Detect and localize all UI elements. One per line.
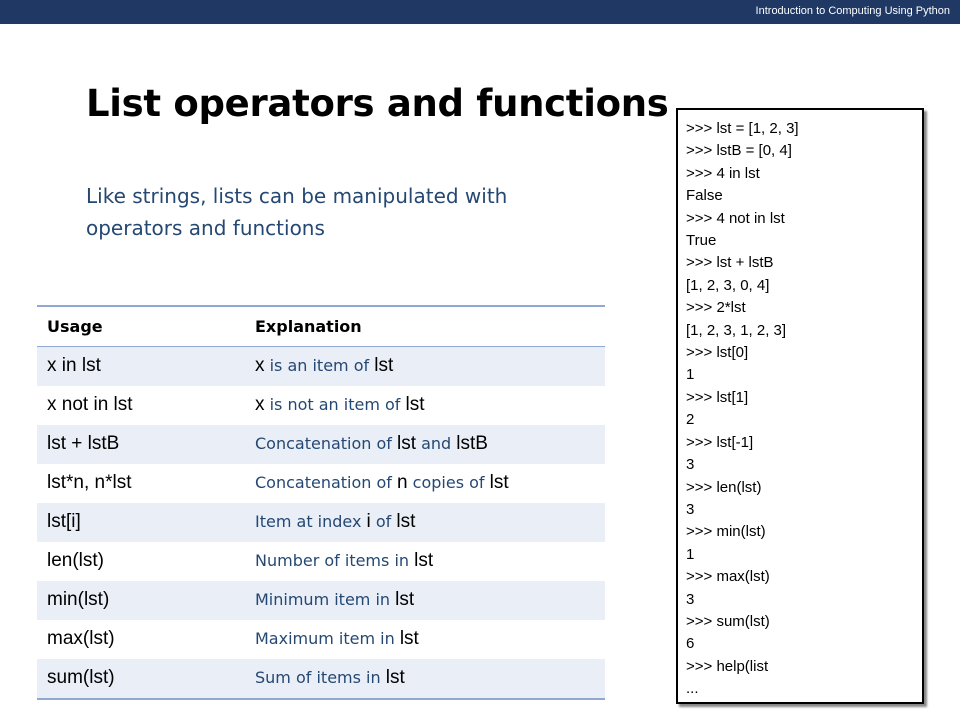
table-row: [37, 347, 605, 386]
shell-command-line: >>> help(list: [686, 657, 769, 675]
shell-output-line: 3: [686, 590, 695, 608]
shell-command-line: >>> lst[1]: [686, 388, 749, 406]
course-title: Introduction to Computing Using Python: [755, 5, 950, 17]
explanation-text: Maximum item in: [255, 629, 400, 648]
explanation-text: Number of items in: [255, 551, 415, 570]
explanation-cell: [255, 472, 509, 494]
shell-command-line: >>> lstB = [0, 4]: [686, 142, 792, 160]
shell-command-line: >>> 2*lst: [686, 299, 746, 317]
operators-table: [37, 305, 605, 700]
table-row: [37, 620, 605, 659]
explanation-text: is an item of: [264, 356, 375, 375]
usage-cell: lst + lstB: [47, 433, 120, 454]
shell-command-line: >>> len(lst): [686, 478, 762, 496]
code-term: lst: [489, 472, 509, 493]
shell-command-line: >>> 4 in lst: [686, 164, 760, 182]
explanation-text: Concatenation of: [255, 434, 398, 453]
column-header-usage: Usage: [47, 317, 103, 336]
table-row: [37, 464, 605, 503]
shell-output-line: True: [686, 232, 717, 250]
shell-output-line: 3: [686, 456, 695, 474]
explanation-text: Item at index: [255, 512, 367, 531]
explanation-cell: [255, 589, 414, 611]
explanation-text: copies of: [407, 473, 490, 492]
shell-command-line: >>> lst[0]: [686, 344, 749, 362]
shell-output-line: ...: [686, 680, 699, 698]
code-term: n: [397, 472, 408, 493]
usage-cell: len(lst): [47, 550, 105, 571]
shell-transcript: [686, 118, 799, 701]
explanation-text: is not an item of: [264, 395, 406, 414]
explanation-cell: [255, 667, 405, 689]
table-row: [37, 659, 605, 698]
shell-command-line: >>> lst + lstB: [686, 254, 774, 272]
code-term: x: [255, 355, 265, 376]
python-shell-panel: [676, 108, 924, 704]
shell-output-line: False: [686, 187, 723, 205]
usage-cell: lst*n, n*lst: [47, 472, 132, 493]
shell-command-line: >>> sum(lst): [686, 612, 770, 630]
code-term: lst: [374, 355, 394, 376]
code-term: lst: [399, 628, 419, 649]
slide-title: List operators and functions: [86, 82, 669, 125]
usage-cell: x in lst: [47, 355, 101, 376]
usage-cell: max(lst): [47, 628, 115, 649]
course-header-bar: [0, 0, 960, 24]
explanation-cell: [255, 511, 415, 533]
code-term: x: [255, 394, 265, 415]
code-term: lst: [414, 550, 434, 571]
code-term: lst: [397, 433, 417, 454]
shell-command-line: >>> max(lst): [686, 568, 770, 586]
table-row: [37, 581, 605, 620]
shell-output-line: 6: [686, 635, 695, 653]
code-term: i: [366, 511, 371, 532]
table-row: [37, 386, 605, 425]
explanation-cell: [255, 394, 425, 416]
shell-command-line: >>> 4 not in lst: [686, 209, 785, 227]
explanation-cell: [255, 550, 433, 572]
slide-subtitle: Like strings, lists can be manipulated with operators and functions: [86, 184, 508, 240]
shell-output-line: 3: [686, 500, 695, 518]
shell-output-line: [1, 2, 3, 0, 4]: [686, 276, 770, 294]
table-row: [37, 503, 605, 542]
explanation-text: of: [370, 512, 397, 531]
code-term: lst: [396, 511, 416, 532]
shell-output-line: 1: [686, 366, 695, 384]
table-header-row: [37, 307, 605, 347]
explanation-cell: [255, 355, 393, 377]
code-term: lst: [385, 667, 405, 688]
shell-output-line: 2: [686, 411, 695, 429]
usage-cell: sum(lst): [47, 667, 115, 688]
explanation-text: Minimum item in: [255, 590, 396, 609]
usage-cell: min(lst): [47, 589, 110, 610]
shell-output-line: 1: [686, 545, 695, 563]
table-row: [37, 425, 605, 464]
explanation-cell: [255, 628, 419, 650]
usage-cell: lst[i]: [47, 511, 81, 532]
shell-command-line: >>> lst[-1]: [686, 433, 754, 451]
explanation-text: Concatenation of: [255, 473, 398, 492]
shell-output-line: [1, 2, 3, 1, 2, 3]: [686, 321, 787, 339]
code-term: lst: [395, 589, 415, 610]
shell-command-line: >>> lst = [1, 2, 3]: [686, 120, 799, 137]
column-header-explanation: Explanation: [255, 317, 362, 336]
code-term: lst: [405, 394, 425, 415]
usage-cell: x not in lst: [47, 394, 133, 415]
explanation-text: Sum of items in: [255, 668, 386, 687]
explanation-text: and: [416, 434, 457, 453]
explanation-cell: [255, 433, 488, 455]
table-row: [37, 542, 605, 581]
code-term: lstB: [456, 433, 488, 454]
shell-command-line: >>> min(lst): [686, 523, 766, 541]
